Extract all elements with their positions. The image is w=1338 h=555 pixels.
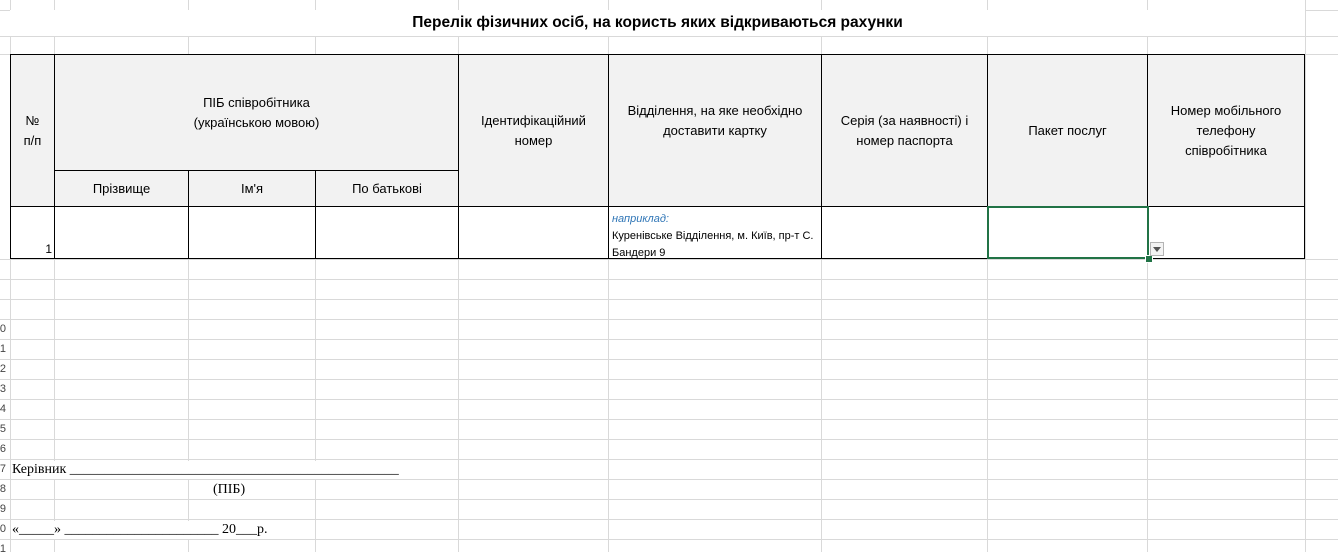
sheet-title[interactable]: Перелік фізичних осіб, на користь яких відкриваються рахунки [10,10,1305,36]
header-package-label: Пакет послуг [1028,122,1107,138]
row1-passport-cell[interactable] [821,206,988,259]
header-branch-label: Відділення, на яке необхідно доставити картку [627,103,803,138]
header-surname-label: Прізвище [92,180,151,196]
gridline-horizontal [0,519,1338,520]
gridline-horizontal [0,299,1338,300]
header-patronymic-label: По батькові [352,180,422,196]
gridline-horizontal [0,459,1338,460]
row1-surname-cell[interactable] [54,206,189,259]
row1-patronymic-cell[interactable] [315,206,459,259]
gridline-horizontal [0,439,1338,440]
gridline-horizontal [0,419,1338,420]
row-number[interactable]: 2 [0,363,6,375]
row1-first-name-cell[interactable] [188,206,316,259]
row-number[interactable]: 6 [0,443,6,455]
row-number[interactable]: 7 [0,463,6,475]
header-tax-id-label: Ідентифікаційний номер [481,112,586,148]
branch-example-label: наприклад: [612,213,669,225]
row-number[interactable]: 8 [0,483,6,495]
header-patronymic[interactable] [315,170,459,207]
gridline-horizontal [0,479,1338,480]
header-phone-label: Номер мобільного телефону співробітника [1170,102,1282,158]
header-name-group-label: ПІБ співробітника (українською мовою) [193,94,320,130]
gridline-horizontal [0,36,1338,37]
gridline-horizontal [0,399,1338,400]
gridline-horizontal [0,339,1338,340]
row-number[interactable]: 1 [0,343,6,355]
date-line[interactable]: «_____» ______________________ 20___р. [12,522,268,537]
active-cell-selection [987,206,1149,259]
header-phone[interactable] [1147,54,1305,207]
gridline-horizontal [0,279,1338,280]
header-first-name[interactable] [188,170,316,207]
cell-dropdown-button[interactable] [1150,242,1164,256]
row-number[interactable]: 9 [0,503,6,515]
row1-branch-cell[interactable] [608,206,822,259]
header-name-group[interactable] [54,54,459,171]
header-tax-id[interactable] [458,54,609,207]
row-number[interactable]: 0 [0,323,6,335]
row1-number: 1 [45,242,52,256]
header-passport-label: Серія (за наявності) і номер паспорта [840,112,969,148]
gridline-horizontal [0,319,1338,320]
header-first-name-label: Ім'я [240,180,264,196]
header-number[interactable] [10,54,55,207]
row1-phone-cell[interactable] [1147,206,1305,259]
dropdown-arrow-icon [1153,247,1161,252]
row-number[interactable]: 3 [0,383,6,395]
row1-tax-id-cell[interactable] [458,206,609,259]
gridline-horizontal [0,499,1338,500]
header-branch[interactable] [608,54,822,207]
header-passport[interactable] [821,54,988,207]
row-number[interactable]: 5 [0,423,6,435]
gridline-horizontal [0,379,1338,380]
row-number[interactable]: 4 [0,403,6,415]
header-surname[interactable] [54,170,189,207]
fill-handle[interactable] [1145,255,1153,263]
gridline-horizontal [0,359,1338,360]
header-package[interactable] [987,54,1148,207]
name-hint[interactable]: (ПІБ) [213,482,246,497]
branch-example-text: Куренівське Відділення, м. Київ, пр-т С. Бандери 9 [612,230,814,259]
gridline-horizontal [0,539,1338,540]
row1-number-cell[interactable] [10,206,55,259]
row-number[interactable]: 0 [0,523,6,535]
gridline-vertical [1305,0,1306,552]
row-number[interactable]: 1 [0,543,6,555]
manager-signature-line[interactable]: Керівник _______________________________________________ [12,462,399,477]
header-number-label: № п/п [23,112,42,148]
